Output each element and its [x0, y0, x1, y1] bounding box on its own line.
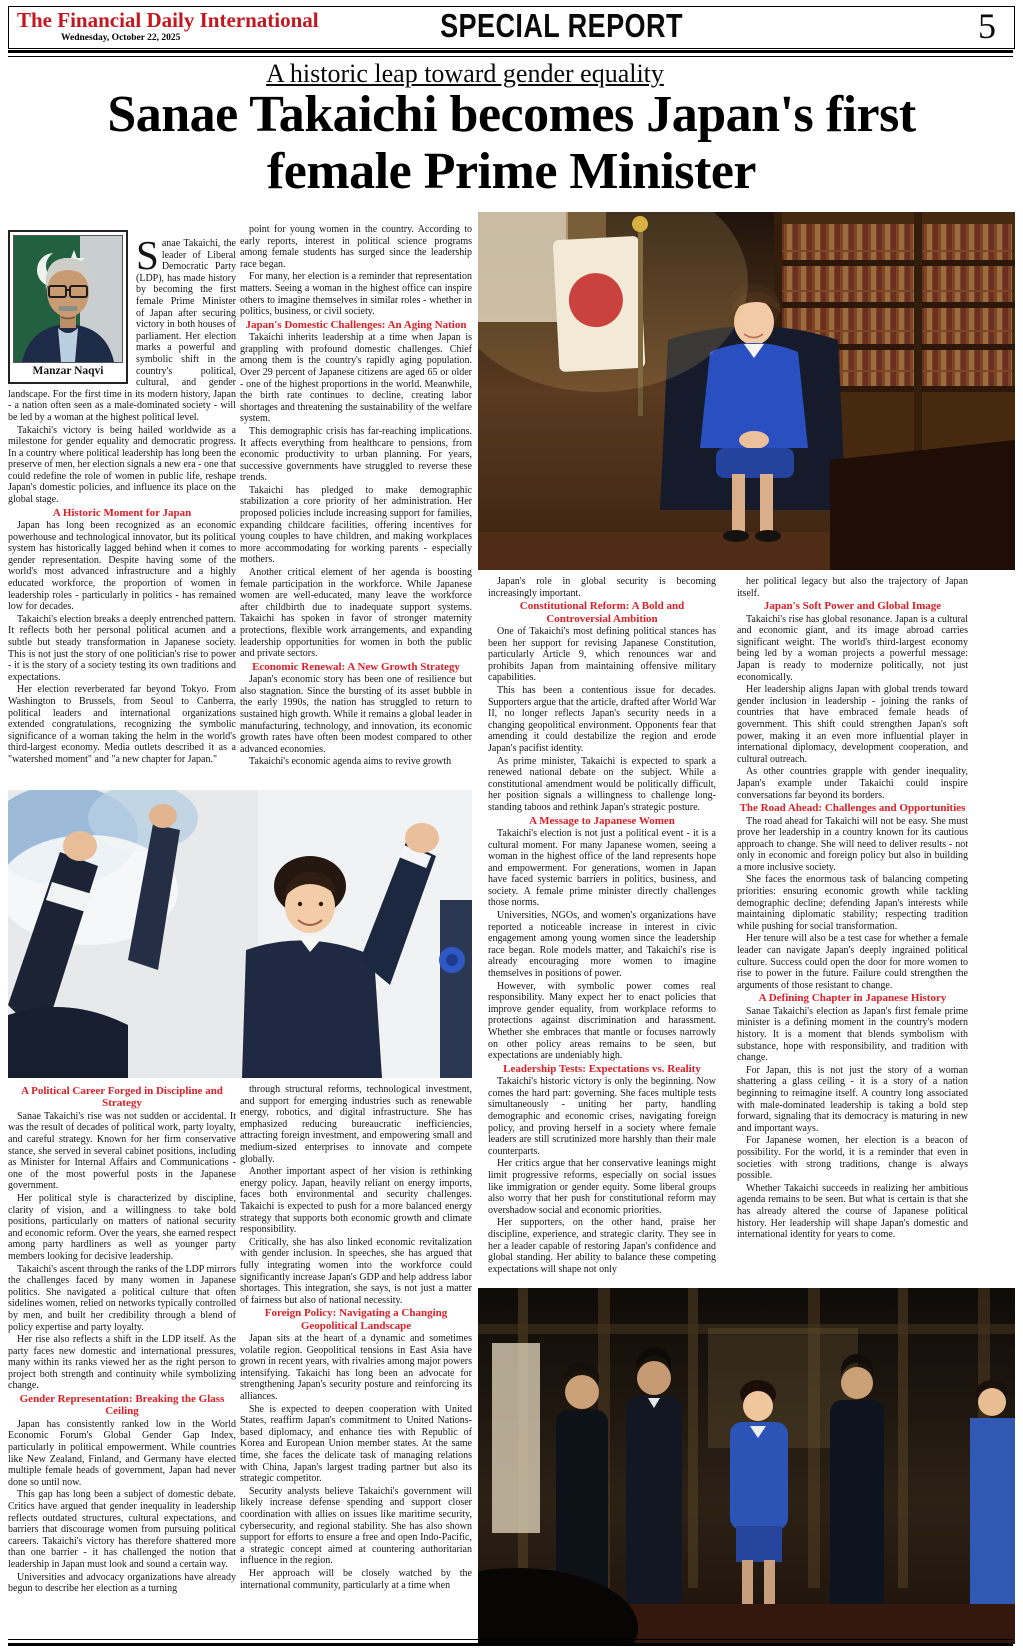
article-paragraph: As other countries grapple with gender inequality, Japan's example under Takaichi could inspire conversations far beyond its borders.: [737, 766, 968, 801]
article-paragraph: Takaichi's economic agenda aims to revive growth: [249, 756, 452, 768]
main-headline: [30, 86, 993, 200]
article-paragraph: Sanae Takaichi, the leader of Liberal Democratic Party (LDP), has made history by becoming the first female Prime Minister of Japan after securing victory in both houses of parliament. Her election marks a powerful and symbolic shift in the country's political, cultural, and gender landscape. For the first time in its modern history, Japan - a nation often seen as a male-dominated society - will be led by a woman at the highest political level.: [8, 232, 236, 423]
drop-cap: S: [136, 232, 159, 278]
section-subhead: A Message to Japanese Women: [529, 814, 675, 827]
article-paragraph: Universities and advocacy organizations have already begun to describe her election as a turning: [8, 1571, 236, 1595]
article-paragraph: Sanae Takaichi's election as Japan's first female prime minister is a defining moment in the country's modern history. It is a moment that blends symbolism with substance, hope with responsibility, and tradition with change.: [737, 1005, 968, 1064]
author-portrait-illustration: [14, 236, 122, 362]
section-title: SPECIAL REPORT: [440, 7, 683, 44]
article-paragraph: She faces the enormous task of balancing competing priorities: ensuring economic growth while tackling demographic decline; defending Japan's interests while maintaining diplomatic stability; respecting tradition while pushing for social transformation.: [737, 874, 968, 932]
article-paragraph: As prime minister, Takaichi is expected to spark a renewed national debate on the subject. While a constitutional amendment would be politically difficult, her position signals a willingness to challenge long-standing taboos and rethink Japan's strategic posture.: [488, 755, 716, 813]
article-paragraph: Takaichi has pledged to make demographic stabilization a core priority of her administration. Her proposed policies include increasing support for families, expanding childcare facilities, offering incentives for young couples to have children, and making workplaces more accommodating for working parents - especially mothers.: [240, 484, 472, 566]
article-paragraph: Takaichi's historic victory is only the beginning. Now comes the hard part: governing. She faces multiple tests simultaneously - uniting her party, handling demographic and economic crises, navigating foreign policy, and proving herself in a society where female leaders are still scrutinized more harshly than their male counterparts.: [488, 1076, 716, 1157]
article-paragraph: Her tenure will also be a test case for whether a female leader can navigate Japan's deeply ingrained political culture. Success could open the door for more women to rise to power in the future. Failure could strengthen the arguments of those resistant to change.: [737, 933, 968, 991]
article-paragraph: point for young women in the country. According to early reports, interest in political science programs among female students has surged since the leadership race began.: [240, 224, 472, 270]
article-paragraph: Whether Takaichi succeeds in realizing her ambitious agenda remains to be seen. But what is certain is that she has already altered the course of Japanese political history. Her leadership will shape Japan's domestic and international identity for years to come.: [737, 1182, 968, 1241]
article-paragraph: However, with symbolic power comes real responsibility. Many expect her to enact policies that improve gender equality, from workplace reforms to protections against discrimination and harassment. Whether she embraces that mantle or focuses narrowly on other policy areas remains to be seen, but expectations are undeniably high.: [488, 980, 716, 1062]
article-paragraph: her political legacy but also the trajectory of Japan itself.: [737, 576, 968, 599]
photo-takaichi-celebrating: [8, 790, 472, 1078]
article-paragraph: For many, her election is a reminder that representation matters. Seeing a woman in the highest office can inspire others to imagine themselves in similar roles - whether in politics, business, or civil society.: [240, 271, 472, 318]
footer-rule-thin: [8, 1639, 1013, 1640]
article-paragraph: Japan has long been recognized as an economic powerhouse and technological innovator, but its political system has historically lagged behind when it comes to gender representation. Despite having some of the world's most advanced infrastructure and a highly educated workforce, the proportion of women in leadership roles - particularly in politics - has remained low for decades.: [8, 520, 236, 613]
article-paragraph: Takaichi inherits leadership at a time when Japan is grappling with profound domestic challenges. Chief among them is the country's rapidly aging population. Over 29 percent of Japanese citizens are aged 65 or older - one of the highest proportions in the world. Meanwhile, the birth rate continues to decline, creating labor shortages and threatening the sustainability of the welfare system.: [240, 332, 472, 425]
author-name: Manzar Naqvi: [32, 365, 104, 377]
section-subhead: Economic Renewal: A New Growth Strategy: [252, 660, 460, 673]
section-subhead: Leadership Tests: Expectations vs. Reality: [503, 1062, 701, 1075]
section-subhead: Gender Representation: Breaking the Glass Ceiling: [19, 1393, 225, 1418]
article-paragraph: Japan's economic story has been one of resilience but also stagnation. Since the bursting of its asset bubble in the early 1990s, the nation has struggled to return to sustained high growth. While it remains a global leader in manufacturing, technology, and innovation, its economic growth rates have often been modest compared to other advanced economies.: [240, 674, 472, 755]
article-paragraph: Takaichi's rise has global resonance. Japan is a cultural and economic giant, and its image abroad carries significant weight. The world's third-largest economy being led by a woman projects a powerful message: Japan is ready to modernize politically, not just economically.: [737, 613, 968, 683]
article-paragraph: Critically, she has also linked economic revitalization with gender inclusion. In speeches, she has argued that fully integrating women into the workforce could significantly increase Japan's GDP and help address labor shortages. This integration, she says, is not just a matter of fairness but also of national necessity.: [240, 1236, 472, 1306]
photo-takaichi-walking: [478, 1288, 1015, 1644]
author-portrait-photo: [13, 235, 123, 363]
article-paragraph: Japan's role in global security is becoming increasingly important.: [488, 576, 716, 599]
article-paragraph: Her approach will be closely watched by the international community, particularly at a time when: [240, 1567, 472, 1591]
section-subhead: Japan's Domestic Challenges: An Aging Nation: [245, 318, 467, 331]
issue-date: Wednesday, October 22, 2025: [61, 33, 181, 43]
article-paragraph: The road ahead for Takaichi will not be easy. She must prove her leadership in a country known for its cautious approach to change. She will need to deliver results - not only in economic and foreign policy but also in building a more inclusive society.: [737, 815, 968, 873]
section-subhead: A Political Career Forged in Discipline and Strategy: [21, 1085, 223, 1110]
section-subhead: Constitutional Reform: A Bold and Controversial Ambition: [519, 600, 685, 625]
section-subhead: A Historic Moment for Japan: [52, 506, 192, 519]
article-paragraph: Her leadership aligns Japan with global trends toward gender inclusion in leadership - joining the ranks of countries that have embraced female heads of government. This shift could strengthen Japan's soft power, making it an even more influential player in international diplomacy, development cooperation, and cultural outreach.: [737, 684, 968, 765]
newspaper-title: The Financial Daily International: [17, 8, 319, 32]
article-paragraph: One of Takaichi's most defining political stances has been her support for revising Japanese Constitution, particularly Article 9, which renounces war and prohibits Japan from maintaining offensive military capabilities.: [488, 626, 716, 684]
article-paragraph: Her political style is characterized by discipline, clarity of vision, and a willingness to take bold positions, particularly on matters of national security and economic reform. Over the years, she earned respect among party hardliners as well as younger party members looking for decisive leadership.: [8, 1192, 236, 1262]
column-1-top: [8, 224, 236, 790]
article-paragraph: Sanae Takaichi's rise was not sudden or accidental. It was the result of decades of political work, party loyalty, and careful strategy. Known for her firm conservative stance, she served in several cabinet positions, including as Minister for Internal Affairs and Communications - one of the most powerful posts in the Japanese government.: [8, 1110, 236, 1192]
section-subhead: Japan's Soft Power and Global Image: [763, 600, 942, 613]
column-3: [488, 576, 716, 1286]
article-paragraph: For Japanese women, her election is a beacon of possibility. For the world, it is a reminder that even in societies with strong traditions, change is always possible.: [737, 1135, 968, 1182]
column-2-bottom: [240, 1084, 472, 1642]
article-paragraph: Another important aspect of her vision is rethinking energy policy. Japan, heavily reliant on energy imports, faces both environmental and security challenges. Takaichi is expected to push for a more balanced energy strategy that supports both economic growth and climate responsibility.: [240, 1166, 472, 1236]
headline-kicker: A historic leap toward gender equality: [266, 59, 664, 88]
main-headline-line1: Sanae Takaichi becomes Japan's first: [107, 86, 916, 143]
column-2-top: [240, 224, 472, 790]
article-paragraph: through structural reforms, technological investment, and support for emerging industries such as renewable energy, robotics, and digital infrastructure. She has emphasized reducing bureaucratic inefficiencies, attracting foreign investment, and empowering small and medium-sized enterprises to innovate and compete globally.: [240, 1084, 472, 1165]
article-paragraph: Japan sits at the heart of a dynamic and sometimes volatile region. Geopolitical tensions in East Asia have grown in recent years, with rivalries among major powers intensifying. Takaichi has long been an advocate for strengthening Japan's security posture and reinforcing its alliances.: [240, 1333, 472, 1403]
article-paragraph: Security analysts believe Takaichi's government will likely increase defense spending and support closer coordination with allies on issues like maritime security, cybersecurity, and regional stability. She has also shown support for efforts to ensure a free and open Indo-Pacific, a strategic concept aimed at countering authoritarian influence in the region.: [240, 1485, 472, 1567]
article-paragraph: Takaichi's victory is being hailed worldwide as a milestone for gender equality and democratic progress. In a country where political leadership has long been the preserve of men, her election signals a new era - one that could redefine the role of women in public life, reshape Japan's domestic policies, and influence its place on the global stage.: [8, 424, 236, 506]
section-subhead: A Defining Chapter in Japanese History: [758, 992, 947, 1005]
article-paragraph: For Japan, this is not just the story of a woman shattering a glass ceiling - it is a story of a nation beginning to reimagine itself. A country long associated with male-dominated leadership is taking a bold step forward, signaling that its democracy is maturing in new and important ways.: [737, 1064, 968, 1134]
column-1-bottom: [8, 1084, 236, 1642]
article-paragraph: Takaichi's ascent through the ranks of the LDP mirrors the challenges faced by many women in Japanese politics. She navigated a political culture that often sidelines women, relied on networks typically controlled by men, and built her credibility through a blend of policy expertise and party loyalty.: [8, 1263, 236, 1333]
footer-rule-heavy: [8, 1643, 1013, 1646]
photo-takaichi-celebrating-illustration: [8, 790, 472, 1078]
article-paragraph: Japan has consistently ranked low in the World Economic Forum's Global Gender Gap Index, particularly in political empowerment. While countries like New Zealand, Finland, and Germany have elected multiple female heads of government, Japan had never done so until now.: [8, 1418, 236, 1488]
photo-takaichi-seated-illustration: [478, 212, 1015, 570]
article-paragraph: Her supporters, on the other hand, praise her discipline, experience, and strategic clarity. They see in her a leader capable of restoring Japan's confidence and global standing. Her ability to balance these competing expectations will shape not only: [488, 1217, 716, 1275]
column-4: [737, 576, 968, 1286]
author-box: [8, 230, 128, 384]
page-number: 5: [978, 6, 996, 46]
article-paragraph: Takaichi's election is not just a political event - it is a cultural moment. For many Japanese women, seeing a woman in the highest office of the land represents hope and empowerment. For generations, women in Japan have faced systemic barriers in politics, business, and society. A female prime minister directly challenges those norms.: [488, 827, 716, 909]
page-header: [8, 6, 1015, 49]
article-paragraph: This gap has long been a subject of domestic debate. Critics have argued that gender inequality in leadership reflects outdated structures, cultural expectations, and barriers that discourage women from pursuing political careers. Takaichi's victory has therefore shattered more than one barrier - it has challenged the notion that leadership in Japan must look and sound a certain way.: [8, 1489, 236, 1570]
article-paragraph: Takaichi's election breaks a deeply entrenched pattern. It reflects both her personal political acumen and a subtle but steady transformation in Japanese society. This is not just the story of one politician's rise to power - it is the story of a society testing its own traditions and expectations.: [8, 613, 236, 683]
article-paragraph: Her election reverberated far beyond Tokyo. From Washington to Brussels, from Seoul to Canberra, political leaders and international organizations extended congratulations, recognizing the symbolic significance of a woman taking the helm in the world's third-largest economy. Media outlets described it as a "watershed moment" and "a new chapter for Japan.": [8, 684, 236, 765]
article-paragraph: She is expected to deepen cooperation with United States, reaffirm Japan's commitment to United Nations-based diplomacy, and enhance ties with Republic of Korea and European Union member states. At the same time, she faces the delicate task of managing relations with China, Japan's largest trading partner but also its strategic competitor.: [240, 1403, 472, 1485]
header-rule-thin: [8, 56, 1013, 57]
section-subhead: Foreign Policy: Navigating a Changing Geopolitical Landscape: [264, 1307, 448, 1332]
article-paragraph: This demographic crisis has far-reaching implications. It affects everything from healthcare to pensions, from economic productivity to urban planning. For years, successive governments have struggled to reverse these trends.: [240, 425, 472, 484]
photo-takaichi-seated: [478, 212, 1015, 570]
article-paragraph: Her critics argue that her conservative leanings might limit progressive reforms, especially on social issues like immigration or gender equity. Some liberal groups also worry that her push for constitutional reform may overshadow social and economic priorities.: [488, 1158, 716, 1216]
section-subhead: The Road Ahead: Challenges and Opportunities: [739, 802, 966, 815]
photo-takaichi-walking-illustration: [478, 1288, 1015, 1644]
article-paragraph: Universities, NGOs, and women's organizations have reported a noticeable increase in interest in civic engagement among young women since the leadership race began. Role models matter, and Takaichi's rise is already encouraging more women to imagine themselves in positions of power.: [488, 910, 716, 980]
main-headline-line2: female Prime Minister: [266, 143, 757, 200]
article-paragraph: Another critical element of her agenda is boosting female participation in the workforce. While Japanese women are well-educated, many leave the workforce after childbirth due to inadequate support systems. Takaichi has spoken in favor of stronger maternity protections, flexible work arrangements, and expanding leadership opportunities for women in both the public and private sectors.: [240, 567, 472, 660]
header-rule-heavy: [8, 50, 1013, 53]
article-paragraph: This has been a contentious issue for decades. Supporters argue that the article, drafted after World War II, no longer reflects Japan's security needs in a changing geopolitical environment. Opponents fear that amending it could destabilize the region and erode Japan's pacifist identity.: [488, 684, 716, 754]
article-paragraph: Her rise also reflects a shift in the LDP itself. As the party faces new domestic and international pressures, many within its ranks viewed her as the right person to project both strength and continuity while symbolizing change.: [8, 1334, 236, 1392]
